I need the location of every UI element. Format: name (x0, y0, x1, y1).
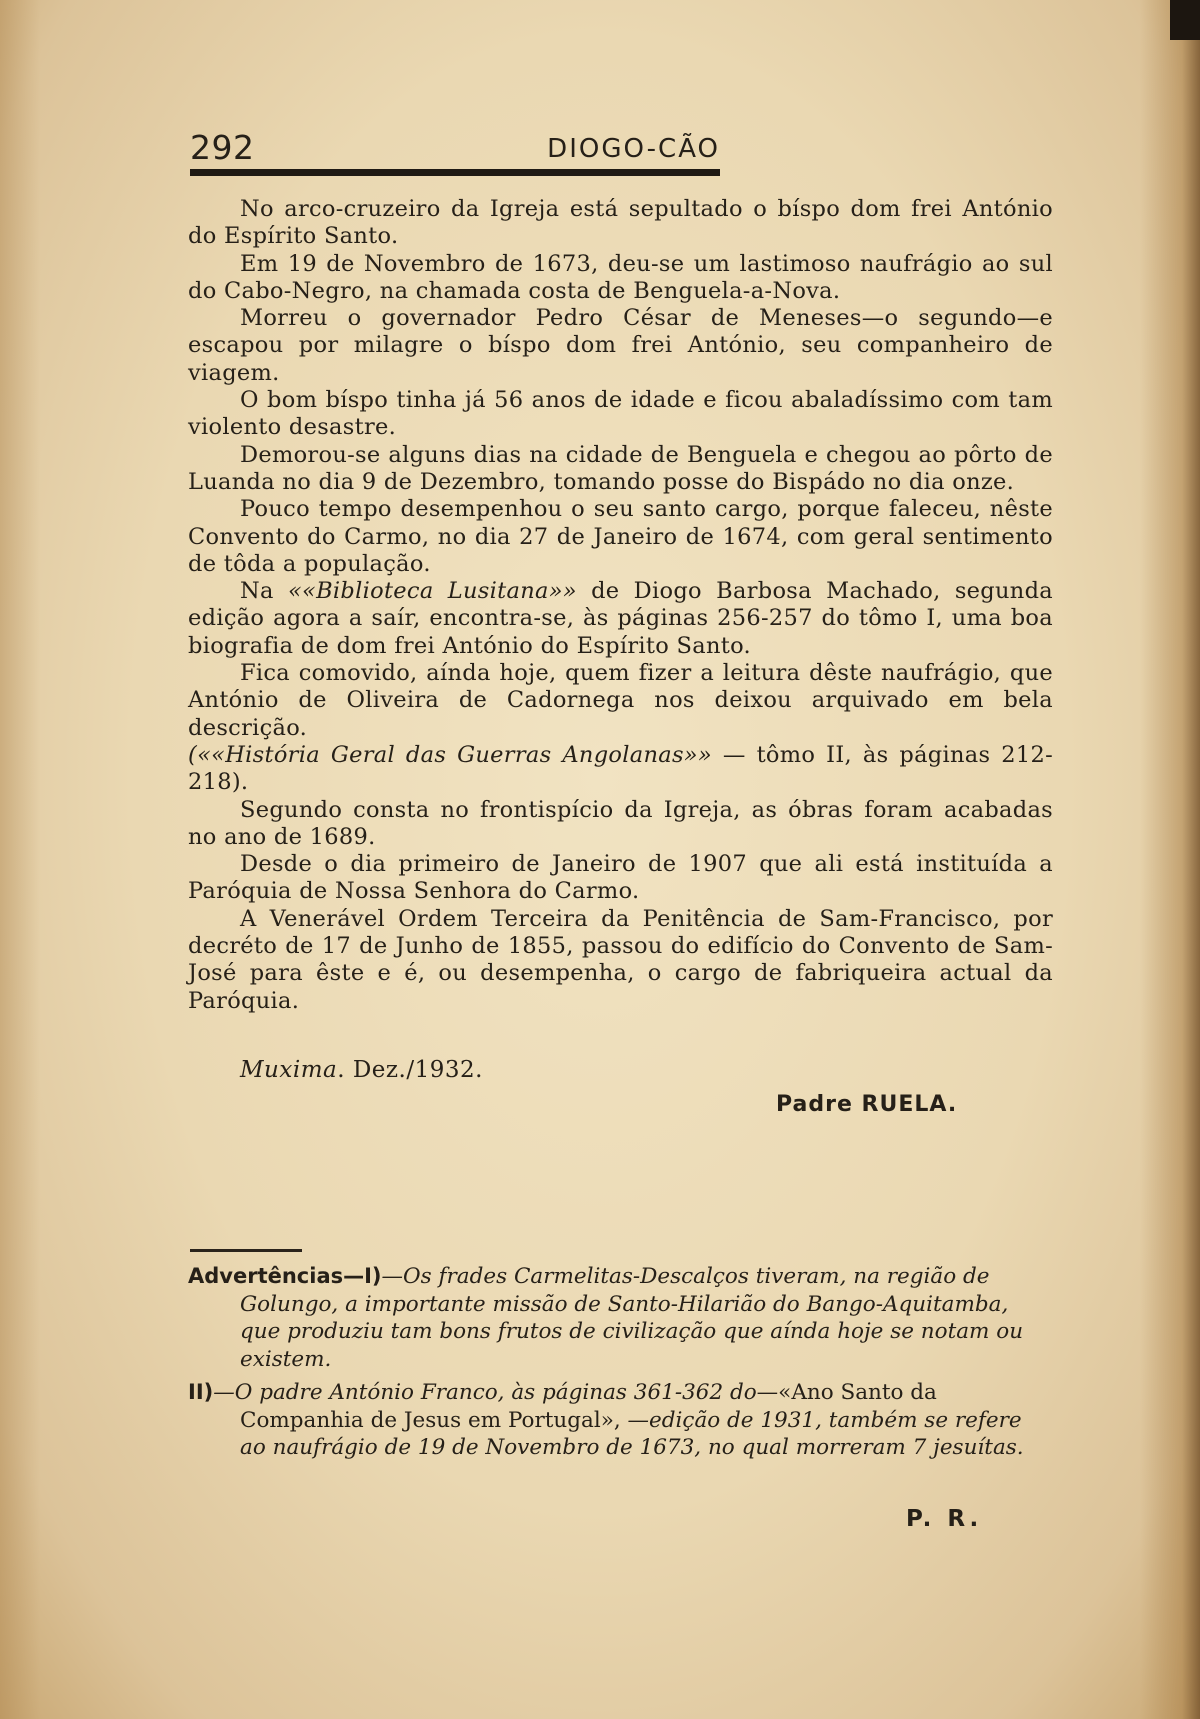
page-header (190, 128, 720, 168)
paragraph-text: de Diogo Barbosa Machado, segunda edição agora a saír, encontra-se, às páginas 256-257 do tômo I, uma boa biografia de dom frei António do Espírito Santo. (188, 578, 1053, 659)
paragraph: Fica comovido, aínda hoje, quem fizer a leitura dêste naufrágio, que António de Oliveira de Cadornega nos deixou arquivado em bela descrição. (188, 660, 1053, 741)
footnote (188, 1263, 1053, 1373)
footnote-text: —O padre António Franco, às páginas 361-362 do (213, 1380, 757, 1405)
running-title: DIOGO-CÃO (547, 134, 720, 164)
body-text (188, 196, 1053, 1015)
paragraph: Pouco tempo desempenhou o seu santo cargo, porque faleceu, nêste Convento do Carmo, no dia 27 de Janeiro de 1674, com geral sentimento de tôda a população. (188, 496, 1053, 577)
page-number: 292 (190, 128, 255, 167)
page-edge-left (0, 0, 40, 1719)
footnote-book-title: —«Ano Santo da Companhia de Jesus em Portugal», (240, 1380, 937, 1433)
footnote-text: —Os frades Carmelitas-Descalços tiveram, na região de Golungo, a importante missão de Santo-Hilarião do Bango-Aquitamba, que produziu tam bons frutos de civilização que aínda hoje se notam ou existem. (240, 1264, 1024, 1372)
author-signature: Padre RUELA. (776, 1092, 958, 1117)
paragraph-text: Na (240, 578, 288, 605)
place-date (240, 1057, 483, 1083)
paragraph: No arco-cruzeiro da Igreja está sepultado o bíspo dom frei António do Espírito Santo. (188, 196, 1053, 250)
paragraph: Em 19 de Novembro de 1673, deu-se um lastimoso naufrágio ao sul do Cabo-Negro, na chamada costa de Benguela-a-Nova. (188, 250, 1053, 304)
paragraph: O bom bíspo tinha já 56 anos de idade e ficou abaladíssimo com tam violento desastre. (188, 387, 1053, 441)
book-title: (««História Geral das Guerras Angolanas»» (188, 741, 712, 768)
page-edge-right (1140, 0, 1200, 1719)
paragraph (188, 578, 1053, 660)
header-rule (190, 169, 720, 176)
footnote-text: —edição de 1931, também se refere ao naufrágio de 19 de Novembro de 1673, no qual morreram 7 jesuítas. (240, 1407, 1024, 1460)
footnote-label: II) (188, 1380, 214, 1404)
scan-corner (1170, 0, 1200, 40)
footnote-rule (190, 1249, 302, 1252)
book-title: ««Biblioteca Lusitana»» (287, 578, 577, 605)
place-name: Muxima (240, 1057, 338, 1083)
paragraph: Morreu o governador Pedro César de Meneses—o segundo—e escapou por milagre o bíspo dom frei António, seu companheiro de viagem. (188, 305, 1053, 386)
footnote (188, 1379, 1053, 1462)
date: . Dez./1932. (337, 1057, 483, 1083)
paragraph: Desde o dia primeiro de Janeiro de 1907 que ali está instituída a Paróquia de Nossa Senhora do Carmo. (188, 851, 1053, 905)
paragraph-text: — tômo II, às páginas 212-218). (188, 741, 1053, 796)
footnote-label: Advertências—I) (188, 1264, 382, 1288)
paragraph: A Venerável Ordem Terceira da Penitência de Sam-Francisco, por decréto de 17 de Junho de 1855, passou do edifício do Convento de Sam-José para êste e é, ou desempenha, o cargo de fabriqueira actual da Paróquia. (188, 905, 1053, 1014)
paragraph: Segundo consta no frontispício da Igreja, as óbras foram acabadas no ano de 1689. (188, 796, 1053, 850)
paragraph: Demorou-se alguns dias na cidade de Benguela e chegou ao pôrto de Luanda no dia 9 de Dezembro, tomando posse do Bispádo no dia onze. (188, 441, 1053, 495)
footnotes (188, 1263, 1053, 1468)
paragraph (188, 742, 1053, 797)
footnote-signature: P. R. (906, 1506, 983, 1532)
